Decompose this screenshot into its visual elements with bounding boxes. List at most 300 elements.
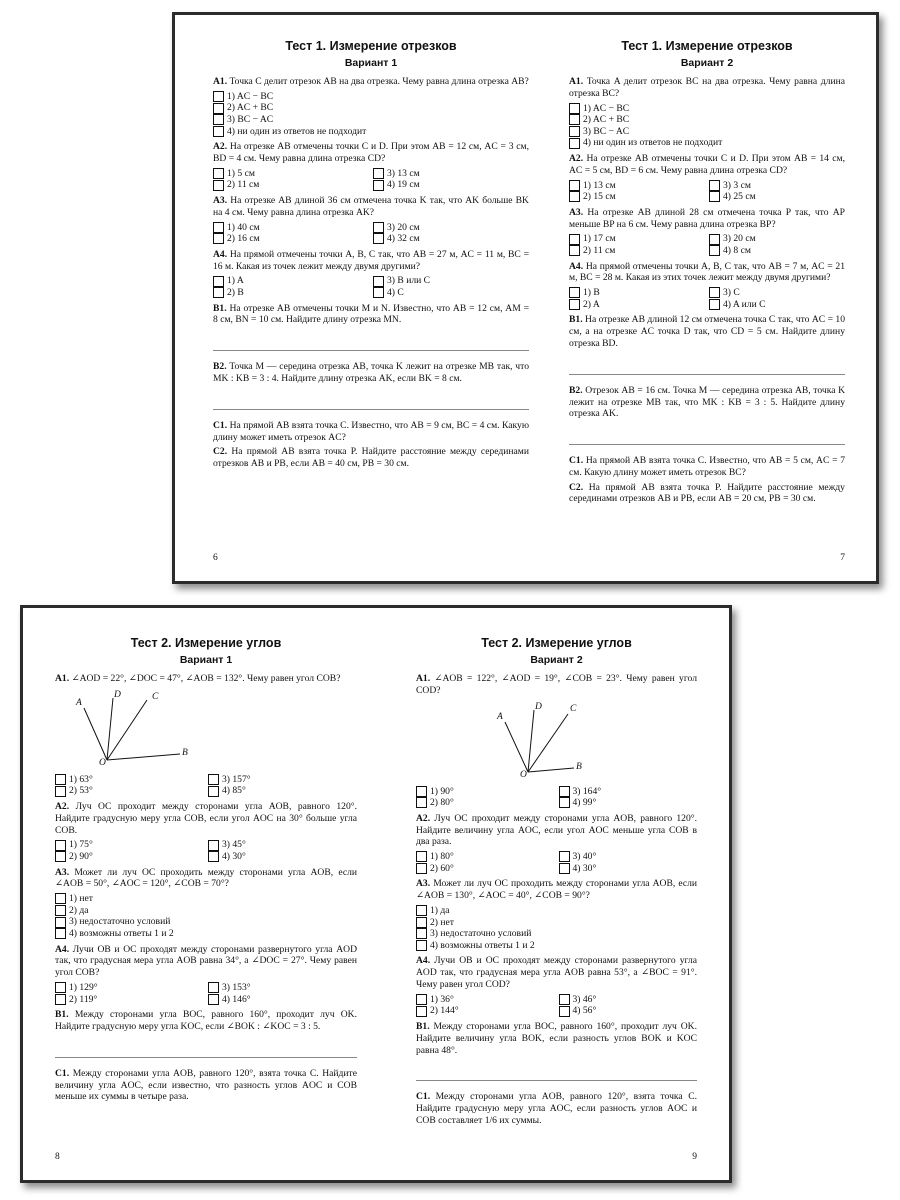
answer-checkbox[interactable]	[569, 245, 580, 256]
answer-option-label: 2) нет	[430, 916, 454, 928]
answer-option[interactable]	[55, 893, 357, 905]
answer-option-label: 3) 45°	[222, 839, 246, 851]
question-c2	[569, 482, 845, 506]
answer-line	[55, 1057, 357, 1058]
question-text: Луч OC проходит между сторонами угла AOB, равного 120°. Найдите градусную меру угла COB, если угол AOC на 30° больше угла COB.	[55, 800, 357, 836]
page-number: 7	[840, 553, 845, 563]
page-title: Тест 1. Измерение отрезков	[285, 39, 457, 53]
question-text: ∠AOD = 22°, ∠DOC = 47°, ∠AOB = 132°. Чему равен угол COB?	[71, 673, 341, 684]
page-6	[213, 15, 529, 581]
answer-checkbox[interactable]	[55, 774, 66, 785]
question-code: A4.	[569, 260, 584, 272]
answer-option[interactable]	[709, 191, 845, 203]
question-a2	[416, 813, 697, 848]
answer-checkbox[interactable]	[559, 797, 570, 808]
answer-option-label: 4) 19 см	[387, 179, 420, 191]
page-7	[569, 15, 845, 581]
answer-options	[213, 275, 529, 298]
answer-option[interactable]	[55, 905, 357, 917]
answer-option-label: 4) ни один из ответов не подходит	[227, 125, 367, 137]
variant-label: Вариант 1	[344, 57, 398, 69]
answer-option[interactable]	[416, 797, 555, 809]
answer-option[interactable]	[569, 137, 845, 149]
question-code: C2.	[213, 446, 228, 458]
answer-option-label: 2) 80°	[430, 797, 454, 809]
answer-options	[416, 851, 697, 874]
answer-option-label: 1) 90°	[430, 785, 454, 797]
answer-option[interactable]	[559, 851, 698, 863]
answer-option-label: 4) возможны ответы 1 и 2	[69, 927, 174, 939]
answer-checkbox[interactable]	[373, 222, 384, 233]
answer-checkbox[interactable]	[569, 287, 580, 298]
answer-checkbox[interactable]	[208, 851, 219, 862]
question-c1	[213, 420, 529, 444]
answer-checkbox[interactable]	[213, 287, 224, 298]
answer-option-label: 4) 30°	[222, 850, 246, 862]
answer-option[interactable]	[559, 797, 698, 809]
answer-option-label: 2) 16 см	[227, 233, 260, 245]
answer-option[interactable]	[213, 222, 369, 234]
answer-checkbox[interactable]	[373, 287, 384, 298]
answer-option[interactable]	[55, 916, 357, 928]
answer-checkbox[interactable]	[213, 222, 224, 233]
answer-checkbox[interactable]	[709, 180, 720, 191]
question-code: A1.	[55, 673, 70, 684]
answer-option-label: 3) 20 см	[387, 221, 420, 233]
question-text: ∠AOB = 122°, ∠AOD = 19°, ∠COB = 23°. Чему равен угол COD?	[416, 673, 698, 696]
answer-option[interactable]	[213, 114, 529, 126]
question-text: На отрезке AB длиной 12 см отмечена точка C так, что AC = 10 см, а на отрезке AC точка D так, что CD = 5 см. Найдите длину отрезка BD.	[569, 314, 845, 349]
question-text: Отрезок AB = 16 см. Точка M — середина отрезка AB, точка K лежит на отрезке MB так, что MK : KB = 3 : 5. Найдите длину отрезка AK.	[569, 384, 846, 420]
answer-option[interactable]	[55, 994, 204, 1006]
answer-option-label: 1) 5 см	[227, 167, 255, 179]
answer-checkbox[interactable]	[559, 994, 570, 1005]
answer-option[interactable]	[709, 287, 845, 299]
answer-option[interactable]	[569, 114, 845, 126]
answer-checkbox[interactable]	[569, 191, 580, 202]
answer-option-label: 4) 32 см	[387, 233, 420, 245]
answer-checkbox[interactable]	[709, 299, 720, 310]
answer-option[interactable]	[213, 233, 369, 245]
question-c1	[416, 1091, 697, 1126]
answer-option-label: 2) 11 см	[583, 244, 616, 256]
answer-options	[416, 905, 697, 951]
answer-checkbox[interactable]	[55, 917, 66, 928]
answer-checkbox[interactable]	[55, 840, 66, 851]
question-code: C1.	[569, 455, 584, 467]
answer-option[interactable]	[416, 863, 555, 875]
answer-option[interactable]	[208, 994, 357, 1006]
answer-checkbox[interactable]	[373, 276, 384, 287]
answer-option[interactable]	[569, 103, 845, 115]
answer-checkbox[interactable]	[55, 928, 66, 939]
answer-option-label: 4) ни один из ответов не подходит	[583, 137, 723, 149]
answer-option[interactable]	[213, 168, 369, 180]
answer-option[interactable]	[569, 191, 705, 203]
question-code: A3.	[55, 866, 70, 878]
answer-options	[569, 180, 845, 203]
point-label-a: A	[76, 697, 82, 708]
answer-checkbox[interactable]	[416, 940, 427, 951]
answer-option[interactable]	[559, 786, 698, 798]
ray-ob	[107, 754, 180, 760]
answer-option-label: 1) 75°	[69, 839, 93, 851]
answer-checkbox[interactable]	[213, 276, 224, 287]
question-a3	[55, 867, 357, 891]
answer-option-label: 1) нет	[69, 893, 93, 905]
answer-option[interactable]	[55, 982, 204, 994]
question-c2	[213, 446, 529, 470]
answer-option[interactable]	[709, 245, 845, 257]
answer-option-label: 3) C	[723, 287, 740, 299]
question-text: Лучи OB и OC проходят между сторонами развернутого угла AOD так, что градусная мера угла AOB равна 34°, а ∠DOC = 27°. Чему равен угол COB?	[55, 943, 357, 979]
answer-checkbox[interactable]	[416, 994, 427, 1005]
answer-checkbox[interactable]	[213, 114, 224, 125]
answer-line	[569, 374, 845, 375]
question-text: На прямой AB взята точка C. Известно, что AB = 5 см, AC = 7 см. Какую длину может иметь отрезок BC?	[569, 455, 845, 478]
question-code: C1.	[213, 419, 228, 431]
page-title: Тест 2. Измерение углов	[130, 636, 282, 650]
ray-oc	[528, 714, 568, 772]
point-label-d: D	[535, 701, 542, 712]
ray-od	[107, 698, 113, 760]
answer-checkbox[interactable]	[416, 917, 427, 928]
answer-checkbox[interactable]	[55, 851, 66, 862]
page-8	[55, 608, 357, 1180]
answer-option-label: 1) 36°	[430, 993, 454, 1005]
answer-option[interactable]	[416, 917, 697, 929]
question-a2	[213, 141, 529, 165]
answer-option[interactable]	[208, 839, 357, 851]
question-text: На прямой отмечены точки A, B, C так, что AB = 7 м, AC = 21 м, BC = 28 м. Какая из этих точек лежит между двумя другими?	[569, 260, 845, 284]
answer-option[interactable]	[213, 275, 369, 287]
question-text: Может ли луч OC проходить между сторонами угла AOB, если ∠AOB = 50°, ∠AOC = 120°, ∠COB = 70°?	[55, 866, 357, 890]
question-code: A4.	[416, 955, 431, 967]
answer-line	[213, 350, 529, 351]
question-code: A2.	[55, 800, 70, 812]
answer-checkbox[interactable]	[208, 982, 219, 993]
answer-checkbox[interactable]	[213, 91, 224, 102]
question-a3	[569, 207, 845, 231]
answer-option[interactable]	[373, 222, 529, 234]
answer-option-label: 3) 20 см	[723, 233, 756, 245]
answer-checkbox[interactable]	[55, 905, 66, 916]
answer-option[interactable]	[416, 1005, 555, 1017]
answer-option-label: 4) 56°	[572, 1005, 597, 1017]
answer-option-label: 4) 146°	[222, 993, 251, 1005]
answer-checkbox[interactable]	[213, 180, 224, 191]
answer-checkbox[interactable]	[208, 774, 219, 785]
answer-checkbox[interactable]	[569, 138, 580, 149]
answer-option-label: 2) 60°	[430, 862, 454, 874]
question-text: Точка A делит отрезок BC на два отрезка. Чему равна длина отрезка BC?	[569, 76, 845, 99]
answer-option[interactable]	[416, 851, 555, 863]
question-code: A1.	[213, 76, 228, 87]
question-text: На отрезке AB длиной 28 см отмечена точка P так, что AP меньше BP на 6 см. Чему равна длина отрезка BP?	[569, 206, 845, 230]
answer-checkbox[interactable]	[373, 168, 384, 179]
question-b1	[55, 1009, 357, 1033]
ray-oa	[84, 708, 107, 760]
answer-option[interactable]	[569, 180, 705, 192]
answer-checkbox[interactable]	[559, 1006, 570, 1017]
answer-option[interactable]	[559, 994, 698, 1006]
question-text: На отрезке AB отмечены точки M и N. Известно, что AB = 12 см, AM = 8 см, BN = 10 см. Найдите длину отрезка MN.	[213, 302, 529, 326]
question-a1	[55, 673, 357, 685]
answer-checkbox[interactable]	[416, 863, 427, 874]
answer-checkbox[interactable]	[55, 893, 66, 904]
answer-option-label: 2) 11 см	[227, 179, 260, 191]
question-text: Может ли луч OC проходить между сторонами угла AOB, если ∠AOB = 130°, ∠AOC = 40°, ∠COB = 90°?	[416, 878, 698, 902]
answer-option[interactable]	[55, 774, 204, 786]
answer-option[interactable]	[213, 91, 529, 103]
ray-oa	[505, 722, 528, 772]
answer-options	[416, 994, 697, 1017]
answer-option[interactable]	[569, 287, 705, 299]
answer-option-label: 3) BC − AC	[583, 125, 630, 137]
question-a2	[55, 801, 357, 836]
answer-checkbox[interactable]	[416, 786, 427, 797]
answer-options	[55, 982, 357, 1005]
answer-option-label: 2) да	[69, 904, 89, 916]
answer-option-label: 2) 53°	[69, 785, 93, 797]
answer-option[interactable]	[373, 179, 529, 191]
answer-option[interactable]	[569, 299, 705, 311]
answer-checkbox[interactable]	[373, 180, 384, 191]
answer-checkbox[interactable]	[213, 168, 224, 179]
answer-option[interactable]	[55, 851, 204, 863]
answer-checkbox[interactable]	[213, 126, 224, 137]
angle-diagram	[55, 688, 357, 770]
question-code: A3.	[213, 194, 228, 206]
answer-checkbox[interactable]	[208, 994, 219, 1005]
answer-option[interactable]	[559, 1005, 698, 1017]
question-code: B2.	[569, 384, 583, 396]
question-code: A3.	[416, 878, 431, 890]
answer-option-label: 4) C	[387, 286, 404, 298]
answer-option[interactable]	[559, 863, 698, 875]
page-9	[416, 608, 697, 1180]
answer-option[interactable]	[55, 839, 204, 851]
variant-label: Вариант 2	[680, 57, 734, 69]
question-a4	[569, 261, 845, 285]
answer-checkbox[interactable]	[55, 994, 66, 1005]
answer-options	[416, 786, 697, 809]
answer-option-label: 1) AC − BC	[583, 102, 630, 114]
answer-option[interactable]	[208, 851, 357, 863]
answer-option-label: 2) AC + BC	[227, 102, 274, 114]
answer-option[interactable]	[373, 168, 529, 180]
question-code: A3.	[569, 206, 584, 218]
question-a4	[416, 955, 697, 990]
answer-option-label: 1) 129°	[69, 981, 98, 993]
page-title: Тест 2. Измерение углов	[481, 636, 632, 650]
answer-checkbox[interactable]	[416, 905, 427, 916]
answer-option-label: 2) 119°	[69, 993, 98, 1005]
answer-line	[569, 444, 845, 445]
answer-checkbox[interactable]	[213, 103, 224, 114]
answer-options	[569, 103, 845, 149]
answer-option-label: 3) недостаточно условий	[430, 928, 532, 940]
answer-checkbox[interactable]	[559, 863, 570, 874]
question-text: На прямой AB взята точка C. Известно, что AB = 9 см, BC = 4 см. Какую длину может иметь отрезок AC?	[213, 419, 530, 443]
answer-option-label: 4) A или C	[723, 298, 766, 310]
question-code: A2.	[569, 152, 584, 164]
question-text: Между сторонами угла BOC, равного 160°, проходит луч OK. Найдите градусную меру угла KOC, если ∠BOK : ∠KOC = 3 : 5.	[55, 1009, 357, 1032]
answer-checkbox[interactable]	[569, 299, 580, 310]
answer-option[interactable]	[213, 179, 369, 191]
question-text: Лучи OB и OC проходят между сторонами развернутого угла AOD так, что градусная мера угла AOB равна 53°, а ∠BOC = 91°. Чему равен угол COD?	[416, 955, 697, 990]
answer-checkbox[interactable]	[709, 245, 720, 256]
answer-option[interactable]	[569, 245, 705, 257]
answer-option[interactable]	[416, 940, 697, 952]
answer-option[interactable]	[208, 982, 357, 994]
answer-option[interactable]	[373, 287, 529, 299]
answer-option-label: 3) B или C	[387, 275, 431, 287]
answer-option[interactable]	[55, 928, 357, 940]
answer-option-label: 3) 13 см	[387, 167, 420, 179]
question-a2	[569, 153, 845, 177]
answer-option[interactable]	[213, 287, 369, 299]
answer-option-label: 4) 8 см	[723, 244, 751, 256]
answer-checkbox[interactable]	[709, 191, 720, 202]
answer-option-label: 1) 63°	[69, 773, 93, 785]
answer-option-label: 1) 17 см	[583, 233, 616, 245]
answer-option-label: 3) 3 см	[723, 179, 751, 191]
answer-line	[213, 409, 529, 410]
answer-option-label: 1) AC − BC	[227, 90, 274, 102]
answer-option-label: 2) B	[227, 286, 244, 298]
answer-option-label: 3) 153°	[222, 981, 251, 993]
answer-checkbox[interactable]	[416, 797, 427, 808]
question-text: Точка C делит отрезок AB на два отрезка. Чему равна длина отрезка AB?	[229, 76, 529, 87]
answer-checkbox[interactable]	[569, 180, 580, 191]
question-a3	[416, 878, 697, 902]
point-label-d: D	[114, 689, 121, 700]
answer-option[interactable]	[213, 102, 529, 114]
answer-option-label: 1) 13 см	[583, 179, 616, 191]
answer-option[interactable]	[709, 180, 845, 192]
question-b2	[569, 385, 845, 420]
variant-label: Вариант 1	[179, 654, 233, 666]
question-c1	[569, 455, 845, 479]
answer-options	[569, 233, 845, 256]
answer-option-label: 4) 85°	[222, 785, 246, 797]
answer-option[interactable]	[213, 126, 529, 138]
answer-option-label: 2) 15 см	[583, 191, 616, 203]
point-label-b: B	[182, 747, 188, 758]
answer-checkbox[interactable]	[55, 786, 66, 797]
answer-options	[213, 91, 529, 137]
question-text: На отрезке AB отмечены точки C и D. При этом AB = 12 см, AC = 3 см, BD = 4 см. Чему равна длина отрезка CD?	[213, 141, 529, 164]
point-label-a: A	[497, 711, 503, 722]
question-code: B1.	[569, 314, 583, 326]
answer-option-label: 1) B	[583, 287, 600, 299]
answer-option[interactable]	[416, 994, 555, 1006]
question-a1	[213, 76, 529, 88]
question-code: B1.	[213, 302, 227, 314]
answer-option[interactable]	[709, 233, 845, 245]
answer-options	[213, 168, 529, 191]
question-text: Между сторонами угла AOB, равного 120°, взята точка C. Найдите градусную меру угла AOC, если разность углов AOC и COB составляет 1/6 их суммы.	[416, 1091, 697, 1126]
page-title: Тест 1. Измерение отрезков	[621, 39, 793, 53]
answer-option[interactable]	[416, 905, 697, 917]
page-number: 6	[213, 553, 218, 563]
answer-checkbox[interactable]	[569, 234, 580, 245]
question-code: B1.	[416, 1020, 430, 1032]
answer-checkbox[interactable]	[55, 982, 66, 993]
question-b2	[213, 361, 529, 385]
answer-option-label: 1) A	[227, 275, 244, 287]
question-text: На отрезке AB отмечены точки C и D. При этом AB = 14 см, AC = 5 см, BD = 6 см. Чему равна длина отрезка CD?	[569, 152, 845, 176]
answer-option-label: 4) 25 см	[723, 191, 756, 203]
question-code: A1.	[416, 673, 431, 684]
answer-option-label: 2) A	[583, 298, 600, 310]
answer-checkbox[interactable]	[208, 840, 219, 851]
answer-checkbox[interactable]	[416, 928, 427, 939]
point-label-c: C	[152, 691, 159, 702]
question-a1	[416, 673, 697, 697]
answer-checkbox[interactable]	[709, 287, 720, 298]
answer-checkbox[interactable]	[416, 851, 427, 862]
answer-option[interactable]	[208, 785, 357, 797]
question-code: A4.	[55, 943, 70, 955]
answer-option[interactable]	[569, 233, 705, 245]
ray-ob	[528, 768, 574, 772]
question-b1	[213, 303, 529, 327]
answer-checkbox[interactable]	[569, 103, 580, 114]
answer-option[interactable]	[416, 928, 697, 940]
answer-option[interactable]	[569, 126, 845, 138]
question-code: A4.	[213, 248, 228, 260]
question-a4	[55, 944, 357, 979]
answer-checkbox[interactable]	[559, 786, 570, 797]
answer-option-label: 3) 46°	[572, 993, 597, 1005]
answer-options	[569, 287, 845, 310]
answer-option-label: 2) AC + BC	[583, 114, 630, 126]
question-code: C1.	[55, 1067, 70, 1079]
answer-option-label: 3) 164°	[572, 785, 602, 797]
answer-checkbox[interactable]	[559, 851, 570, 862]
answer-option[interactable]	[373, 275, 529, 287]
answer-option-label: 2) 90°	[69, 850, 93, 862]
answer-option[interactable]	[55, 785, 204, 797]
answer-checkbox[interactable]	[709, 234, 720, 245]
answer-checkbox[interactable]	[416, 1006, 427, 1017]
answer-option-label: 3) 40°	[572, 851, 597, 863]
point-label-b: B	[576, 761, 582, 772]
answer-options	[213, 222, 529, 245]
angle-diagram	[416, 700, 697, 782]
question-a4	[213, 249, 529, 273]
answer-option-label: 1) да	[430, 904, 450, 916]
question-text: На прямой AB взята точка P. Найдите расстояние между серединами отрезков AB и PB, если AB = 40 см, PB = 30 см.	[213, 446, 529, 470]
answer-option[interactable]	[373, 233, 529, 245]
answer-checkbox[interactable]	[208, 786, 219, 797]
answer-checkbox[interactable]	[213, 233, 224, 244]
question-text: На отрезке AB длиной 36 см отмечена точка K так, что AK больше BK на 4 см. Чему равна длина отрезка AK?	[213, 194, 529, 218]
question-code: C2.	[569, 481, 584, 493]
answer-checkbox[interactable]	[569, 126, 580, 137]
point-label-c: C	[570, 703, 577, 714]
answer-checkbox[interactable]	[373, 233, 384, 244]
answer-option[interactable]	[208, 774, 357, 786]
answer-option[interactable]	[709, 299, 845, 311]
page-number: 9	[692, 1152, 697, 1162]
answer-checkbox[interactable]	[569, 114, 580, 125]
question-code: A2.	[213, 141, 228, 153]
book-spread-test-2	[20, 605, 732, 1183]
answer-option[interactable]	[416, 786, 555, 798]
